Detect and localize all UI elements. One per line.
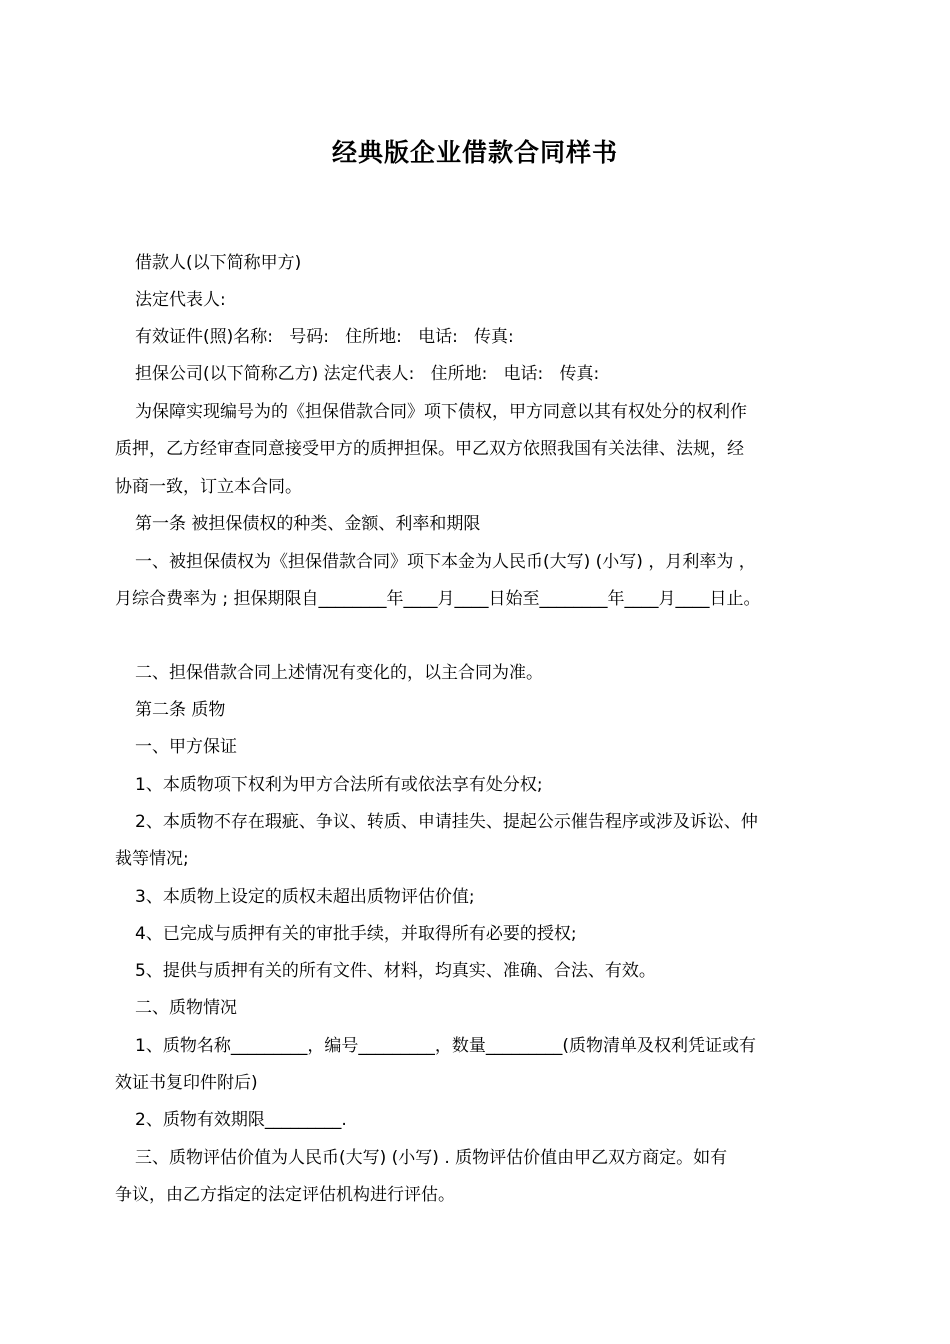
pledge-item-1-line-1: 1、质物名称_________，编号_________，数量_________(质物清单及权利凭证或有 bbox=[135, 1036, 756, 1056]
article-2-heading: 第二条 质物 bbox=[135, 700, 226, 720]
section-party-a-guarantee: 一、甲方保证 bbox=[135, 737, 237, 757]
article-1-heading: 第一条 被担保债权的种类、金额、利率和期限 bbox=[135, 514, 481, 534]
guarantee-item-1: 1、本质物项下权利为甲方合法所有或依法享有处分权; bbox=[135, 775, 543, 795]
article-1-clause-1-line-1: 一、被担保债权为《担保借款合同》项下本金为人民币(大写) (小写) ，月利率为 ， bbox=[135, 552, 756, 572]
guarantee-item-3: 3、本质物上设定的质权未超出质物评估价值; bbox=[135, 887, 475, 907]
preamble-line-2: 质押，乙方经审查同意接受甲方的质押担保。甲乙双方依照我国有关法律、法规，经 bbox=[115, 439, 744, 459]
preamble-line-3: 协商一致，订立本合同。 bbox=[115, 477, 302, 497]
guarantee-item-2-line-1: 2、本质物不存在瑕疵、争议、转质、申请挂失、提起公示催告程序或涉及诉讼、仲 bbox=[135, 812, 758, 832]
section-pledge-status: 二、质物情况 bbox=[135, 998, 237, 1018]
pledge-item-2: 2、质物有效期限_________. bbox=[135, 1110, 347, 1130]
pledge-valuation-line-1: 三、质物评估价值为人民币(大写) (小写) . 质物评估价值由甲乙双方商定。如有 bbox=[135, 1148, 728, 1168]
legal-representative-line: 法定代表人: bbox=[135, 290, 226, 310]
guarantee-item-5: 5、提供与质押有关的所有文件、材料，均真实、准确、合法、有效。 bbox=[135, 961, 656, 981]
guarantee-item-2-line-2: 裁等情况; bbox=[115, 849, 189, 869]
guarantor-line: 担保公司(以下简称乙方) 法定代表人: 住所地: 电话: 传真: bbox=[135, 364, 600, 384]
preamble-line-1: 为保障实现编号为的《担保借款合同》项下债权，甲方同意以其有权处分的权利作 bbox=[135, 402, 747, 422]
certificate-info-line: 有效证件(照)名称: 号码: 住所地: 电话: 传真: bbox=[135, 327, 514, 347]
article-1-clause-2: 二、担保借款合同上述情况有变化的，以主合同为准。 bbox=[135, 663, 543, 683]
borrower-line: 借款人(以下简称甲方) bbox=[135, 253, 302, 273]
guarantee-item-4: 4、已完成与质押有关的审批手续，并取得所有必要的授权; bbox=[135, 924, 577, 944]
article-1-clause-1-line-2: 月综合费率为 ; 担保期限自________年____月____日始至________年____月____日止。 bbox=[115, 589, 761, 609]
pledge-item-1-line-2: 效证书复印件附后) bbox=[115, 1073, 258, 1093]
pledge-valuation-line-2: 争议，由乙方指定的法定评估机构进行评估。 bbox=[115, 1185, 455, 1205]
document-title: 经典版企业借款合同样书 bbox=[331, 138, 618, 167]
